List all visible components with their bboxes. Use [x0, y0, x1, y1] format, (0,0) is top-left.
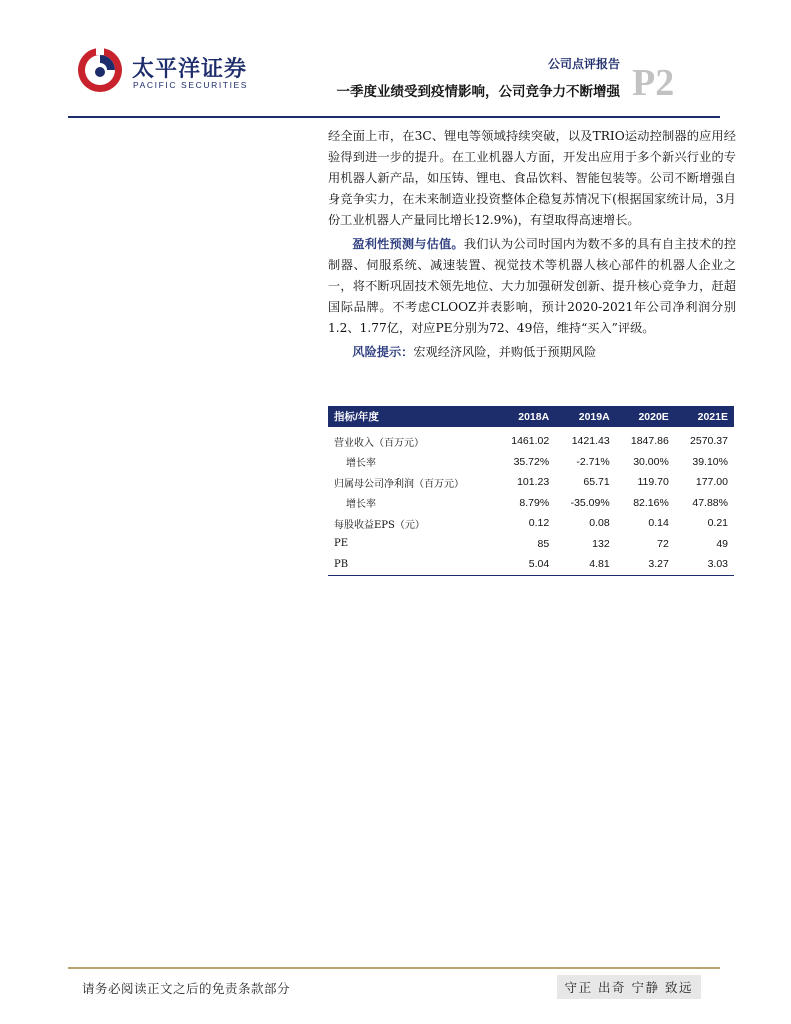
table-header-row: [328, 406, 734, 427]
table-row: [328, 534, 734, 555]
table-cell: 3.03: [675, 554, 734, 575]
table-cell: 47.88%: [692, 496, 728, 509]
table-row: [328, 513, 734, 534]
brand-name-cn: 太平洋证券: [132, 57, 248, 82]
row-label: 增长率: [346, 499, 376, 511]
pacific-securities-logo-icon: [76, 46, 124, 94]
table-cell: 119.70: [637, 476, 669, 489]
report-headline: 一季度业绩受到疫情影响，公司竞争力不断增强: [336, 84, 620, 100]
table-cell: 72: [657, 537, 669, 550]
column-header: 2020E: [616, 406, 675, 427]
row-label: 增长率: [346, 458, 376, 470]
paragraph-risk: [328, 342, 736, 363]
table-cell: 30.00%: [633, 455, 669, 468]
paragraph-valuation: [328, 234, 736, 339]
table-cell: 8.79%: [519, 496, 550, 509]
table-cell: 85: [537, 537, 550, 550]
footer-divider: [68, 967, 720, 969]
report-body: [328, 126, 736, 363]
table-cell: 101.23: [517, 476, 550, 489]
column-header: 2021E: [675, 406, 734, 427]
valuation-text: 我们认为公司时国内为数不多的具有自主技术的控制器、伺服系统、减速装置、视觉技术等机器人核心部件的机器人企业之一，将不断巩固技术领先地位、大力加强研发创新、提升核心竞争力，赶超国际品牌。不考虑CLOOZ并表影响，预计2020-2021年公司净利润分别1.2、1.77亿，对应PE分别为72、49倍，维持“买入”评级。: [328, 237, 737, 335]
row-label: 归属母公司净利润（百万元）: [334, 478, 464, 490]
table-cell: 1461.02: [511, 435, 550, 448]
table-row: [328, 427, 734, 452]
report-type: 公司点评报告: [547, 57, 620, 71]
table-cell: -2.71%: [576, 455, 610, 468]
row-label: PB: [328, 554, 496, 575]
table-cell: 0.14: [648, 517, 669, 530]
table-cell: 0.08: [589, 517, 610, 530]
table-cell: 65.71: [583, 476, 610, 489]
table-cell: -35.09%: [570, 496, 610, 509]
table-cell: 177.00: [695, 476, 728, 489]
valuation-heading: 盈利性预测与估值。: [352, 237, 464, 251]
table-cell: 35.72%: [513, 455, 550, 468]
page-number: P2: [632, 62, 675, 104]
table-cell: 49: [716, 537, 728, 550]
table-cell: 39.10%: [692, 455, 728, 468]
table-row: [328, 554, 734, 575]
column-header: 2019A: [555, 406, 615, 427]
table-cell: 1847.86: [630, 435, 669, 448]
table-cell: 4.81: [555, 554, 615, 575]
risk-heading: 风险提示：: [352, 345, 414, 359]
financial-forecast-table: [328, 406, 734, 576]
table-cell: 82.16%: [633, 496, 669, 509]
table-cell: 0.12: [528, 517, 550, 530]
table-cell: 0.21: [707, 517, 728, 530]
header-divider: [68, 116, 720, 118]
table-row: [328, 452, 734, 473]
table-cell: 3.27: [616, 554, 675, 575]
table-row: [328, 472, 734, 493]
table-cell: 1421.43: [571, 435, 610, 448]
risk-text: 宏观经济风险，并购低于预期风险: [413, 345, 597, 359]
column-header: 2018A: [496, 406, 555, 427]
table-row: [328, 493, 734, 514]
row-label: 营业收入（百万元）: [334, 437, 424, 449]
table-cell: 2570.37: [690, 435, 728, 448]
table-cell: 5.04: [496, 554, 555, 575]
table-cell: 132: [592, 537, 610, 550]
brand-name-en: PACIFIC SECURITIES: [133, 80, 249, 90]
company-slogan: 守正 出奇 宁静 致远: [557, 975, 701, 999]
column-header: 指标/年度: [328, 406, 496, 427]
paragraph-business-progress: 经全面上市，在3C、锂电等领域持续突破，以及TRIO运动控制器的应用经验得到进一步的提升。在工业机器人方面，开发出应用于多个新兴行业的专用机器人新产品，如压铸、锂电、食品饮料、智能包装等。公司不断增强自身竞争实力，在未来制造业投资整体企稳复苏情况下(根据国家统计局，3月份工业机器人产量同比增长12.9%)，有望取得高速增长。: [328, 129, 736, 227]
row-label: 每股收益EPS（元）: [334, 519, 425, 531]
row-label: PE: [334, 538, 349, 550]
disclaimer-notice: 请务必阅读正文之后的免责条款部分: [82, 981, 291, 996]
